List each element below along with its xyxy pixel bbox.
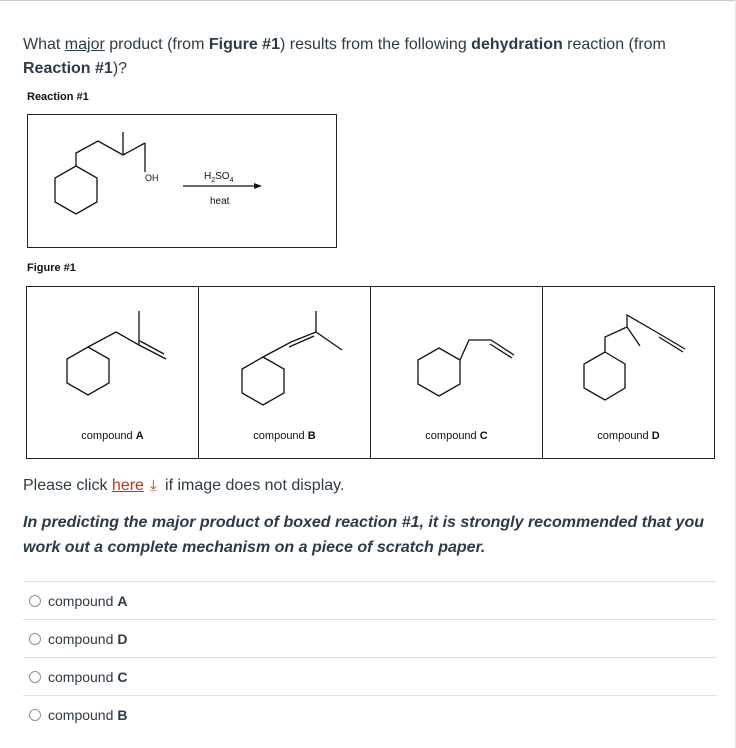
answer-letter: B <box>117 706 128 723</box>
compound-cell-a <box>27 287 199 458</box>
question-part: reaction (from <box>562 36 666 53</box>
radio-button[interactable] <box>29 671 41 683</box>
answer-label: compound <box>48 668 114 685</box>
compound-b-structure <box>199 287 370 427</box>
answer-letter: A <box>117 592 128 609</box>
radio-button[interactable] <box>29 709 41 721</box>
here-link[interactable]: here <box>111 477 144 494</box>
instruction-note: In predicting the major product of boxed reaction #1, it is strongly recommended that you work out a complete mechanism on a piece of scratch paper. <box>23 514 704 556</box>
question-major: major <box>64 36 105 53</box>
question-reaction-ref: Reaction #1 <box>23 60 113 77</box>
radio-button[interactable] <box>29 633 41 645</box>
click-here-line <box>23 476 344 496</box>
compound-c-caption: compound C <box>425 430 488 442</box>
compound-c-structure <box>371 287 542 427</box>
compound-cell-d <box>543 287 714 458</box>
compound-cell-b <box>199 287 371 458</box>
compound-a-structure <box>27 287 198 427</box>
cyclohexane-ring <box>55 166 97 214</box>
answer-letter: D <box>117 630 128 647</box>
reaction-label: Reaction #1 <box>27 91 89 103</box>
compound-a-caption: compound A <box>81 430 144 442</box>
question-part: product (from <box>104 36 209 53</box>
side-chain <box>76 141 145 166</box>
arrow-head <box>254 183 262 189</box>
question-text <box>23 33 713 81</box>
answer-option-c[interactable] <box>23 657 717 695</box>
reaction-scheme <box>28 115 336 247</box>
compound-b-caption: compound B <box>253 430 316 442</box>
click-text-after: if image does not display. <box>160 477 345 494</box>
answer-option-d[interactable] <box>23 619 717 657</box>
answer-label: compound <box>48 706 114 723</box>
answer-label: compound <box>48 592 114 609</box>
answer-label: compound <box>48 630 114 647</box>
reaction-figure <box>27 114 337 248</box>
question-part: )? <box>112 60 128 77</box>
answer-option-a[interactable] <box>23 581 717 619</box>
click-text-before: Please click <box>23 477 112 494</box>
question-part: ) results from the following <box>279 36 472 53</box>
answer-option-b[interactable] <box>23 695 717 733</box>
compound-d-structure <box>543 287 714 427</box>
answer-list <box>23 581 717 733</box>
question-figure-ref: Figure #1 <box>208 36 280 53</box>
oh-label: OH <box>145 173 159 183</box>
question-dehydration: dehydration <box>471 36 563 53</box>
compound-cell-c <box>371 287 543 458</box>
radio-button[interactable] <box>29 595 41 607</box>
figure-label: Figure #1 <box>27 262 76 274</box>
compound-d-caption: compound D <box>597 430 660 442</box>
question-part: What <box>23 36 65 53</box>
top-border <box>0 0 736 1</box>
download-icon[interactable]: ⤓ <box>149 477 157 494</box>
reagent-label: $H_2SO_4$ <box>204 171 234 184</box>
answer-letter: C <box>117 668 128 685</box>
condition-label: heat <box>210 196 230 207</box>
compound-figure <box>26 286 715 459</box>
